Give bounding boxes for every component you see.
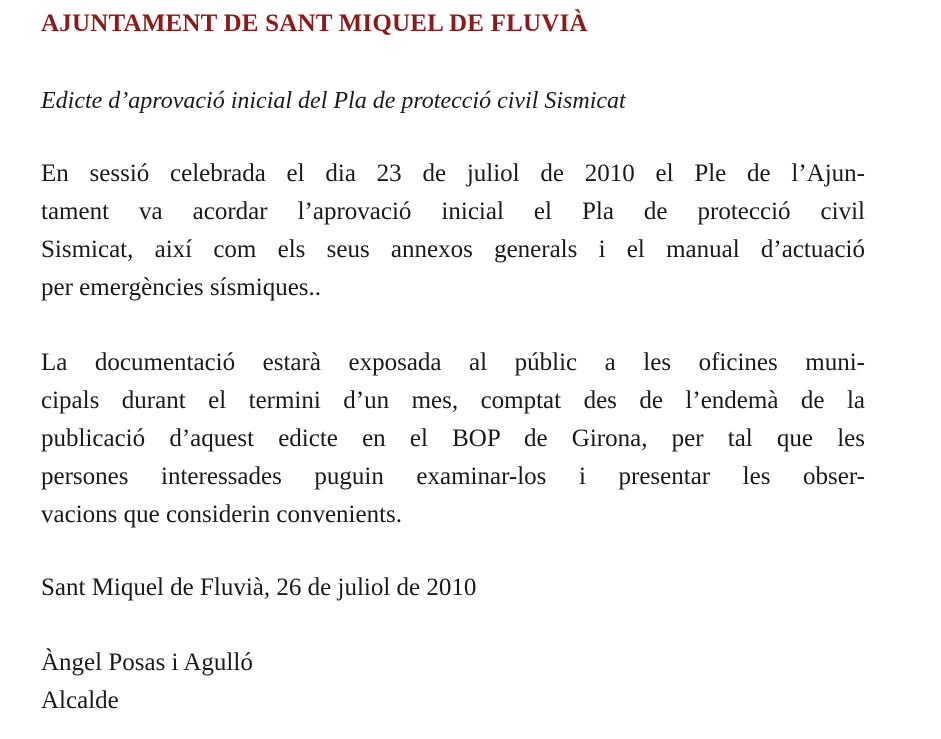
paragraph-exposure: [41, 344, 865, 534]
paragraph-line: per emergències sísmiques..: [41, 274, 322, 301]
paragraph-line: Sismicat, així com els seus annexos generals i el manual d’actuació: [41, 236, 865, 263]
place-and-date: Sant Miquel de Fluvià, 26 de juliol de 2010: [41, 574, 477, 601]
paragraph-line: cipals durant el termini d’un mes, comptat des de l’endemà de la: [41, 387, 865, 414]
signatory-name: Àngel Posas i Agulló: [41, 649, 253, 676]
edict-subtitle: Edicte d’aprovació inicial del Pla de protecció civil Sismicat: [41, 88, 626, 114]
paragraph-line: persones interessades puguin examinar-los i presentar les obser-: [41, 463, 865, 490]
signatory-role: Alcalde: [41, 687, 119, 714]
council-title: AJUNTAMENT DE SANT MIQUEL DE FLUVIÀ: [41, 10, 588, 37]
paragraph-line: La documentació estarà exposada al públic a les oficines muni-: [41, 349, 865, 376]
paragraph-line: tament va acordar l’aprovació inicial el Pla de protecció civil: [41, 198, 865, 225]
paragraph-line: vacions que considerin convenients.: [41, 501, 403, 528]
paragraph-line: En sessió celebrada el dia 23 de juliol de 2010 el Ple de l’Ajun-: [41, 160, 865, 187]
paragraph-line: publicació d’aquest edicte en el BOP de Girona, per tal que les: [41, 425, 865, 452]
paragraph-session: [41, 155, 865, 307]
